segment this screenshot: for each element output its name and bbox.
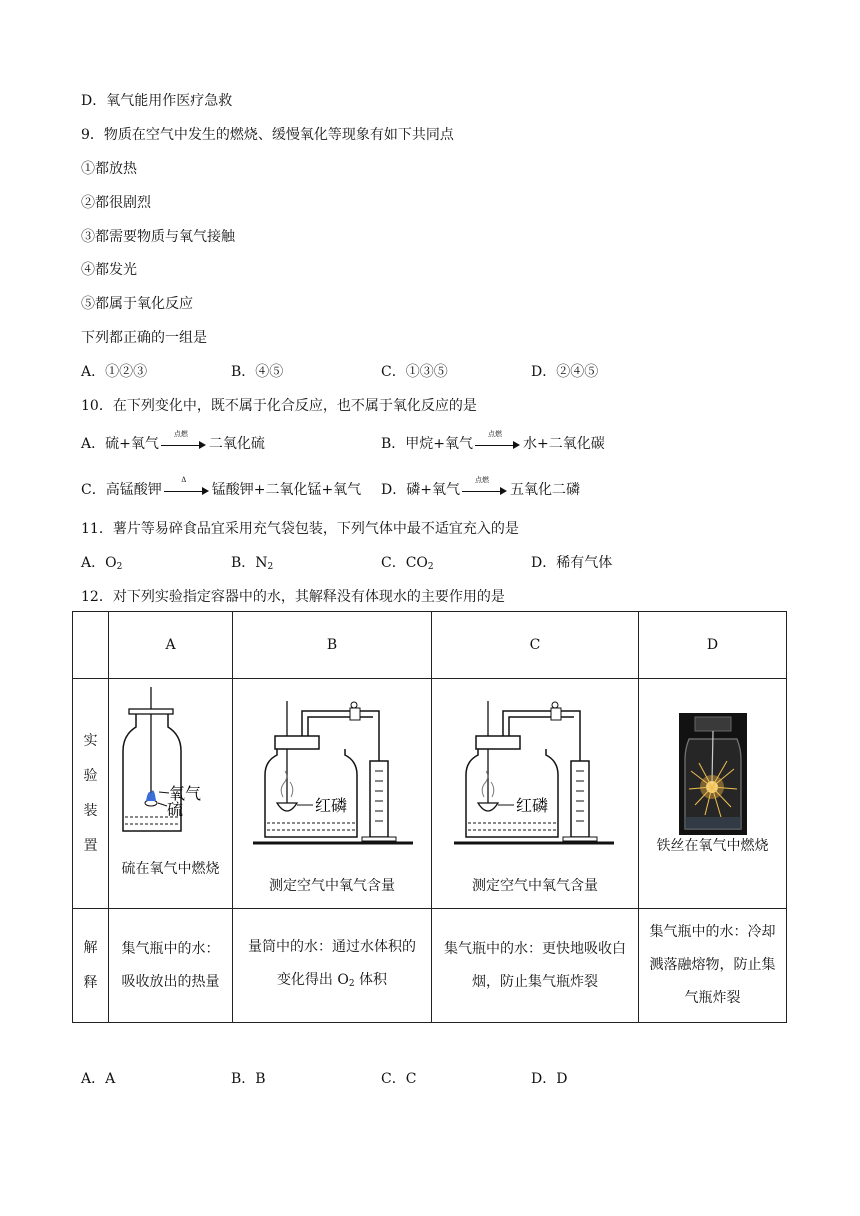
q9-point-1: ①都放热 [81,161,137,177]
cell-c-apparatus [432,679,639,909]
q12-option-d: D．D [531,1071,568,1087]
caption-b: 测定空气中氧气含量 [269,878,395,894]
header-c: C [432,612,639,679]
reaction-arrow: Δ [164,483,210,497]
apparatus-row [73,679,787,909]
explanation-c: 集气瓶中的水：更快地吸收白 烟，防止集气瓶炸裂 [432,909,639,1023]
cell-a-apparatus [109,679,233,909]
explanation-a: 集气瓶中的水： 吸收放出的热量 [109,909,233,1023]
q11-option-d: D．稀有气体 [531,555,613,571]
q9-point-5: ⑤都属于氧化反应 [81,296,193,312]
q9-point-2: ②都很剧烈 [81,195,151,211]
q10-option-c: C．高锰酸钾 Δ 锰酸钾+二氧化锰+氧气 [81,476,362,498]
header-d: D [639,612,787,679]
q8-option-d: D．氧气能用作医疗急救 [81,93,233,109]
q10-stem: 10．在下列变化中，既不属于化合反应，也不属于氧化反应的是 [81,398,477,414]
q9-option-c: C．①③⑤ [381,364,448,380]
table-header-row [73,612,787,679]
phosphorus-apparatus-c [432,679,638,847]
q11-option-c: C．$CO_2$ [381,555,434,572]
explanation-row [73,909,787,1023]
q9-point-4: ④都发光 [81,262,137,278]
q9-option-a: A．①②③ [81,364,148,380]
explanation-b: 量筒中的水：通过水体积的 变化得出 $O_2$ 体积 [233,909,432,1023]
q11-option-a: A．$O_2$ [81,555,123,572]
label-oxygen: 氧气 [169,784,202,803]
sulfur-combustion-diagram [109,679,230,844]
reaction-arrow: 点燃 [475,437,521,451]
q12-option-c: C．C [381,1071,417,1087]
row-label-apparatus: 实 验 装 置 [73,679,109,909]
cell-b-apparatus [233,679,432,909]
caption-d: 铁丝在氧气中燃烧 [656,838,769,854]
row-label-explanation: 解 释 [73,909,109,1023]
phosphorus-apparatus-b [233,679,431,847]
q9-option-b: B．④⑤ [231,364,284,380]
reaction-arrow: 点燃 [462,483,508,497]
q9-ask: 下列都正确的一组是 [81,330,207,346]
corner-cell [73,612,109,679]
caption-a: 硫在氧气中燃烧 [121,861,220,877]
q10-option-a: A．硫+氧气 点燃 二氧化硫 [81,430,265,452]
q11-option-b: B．$N_2$ [231,555,274,572]
label-red-phosphorus-b: 红磷 [315,796,348,815]
caption-c: 测定空气中氧气含量 [472,878,598,894]
q11-stem: 11．薯片等易碎食品宜采用充气袋包装，下列气体中最不适宜充入的是 [81,521,519,537]
q9-option-d: D．②④⑤ [531,364,599,380]
q10-option-d: D．磷+氧气 点燃 五氧化二磷 [381,476,580,498]
reaction-arrow: 点燃 [161,437,207,451]
q12-stem: 12．对下列实验指定容器中的水，其解释没有体现水的主要作用的是 [81,589,505,605]
q12-option-b: B．B [231,1071,266,1087]
experiment-table [72,611,787,1023]
iron-wire-combustion-photo [639,679,786,839]
q9-point-3: ③都需要物质与氧气接触 [81,229,235,245]
label-red-phosphorus-c: 红磷 [516,796,549,815]
explanation-d: 集气瓶中的水：冷却 溅落融熔物，防止集 气瓶炸裂 [639,909,787,1023]
header-b: B [233,612,432,679]
q10-option-b: B．甲烷+氧气 点燃 水+二氧化碳 [381,430,605,452]
header-a: A [109,612,233,679]
q12-option-a: A．A [81,1071,116,1087]
cell-d-apparatus [639,679,787,909]
q9-stem: 9．物质在空气中发生的燃烧、缓慢氧化等现象有如下共同点 [81,127,454,143]
label-sulfur: 硫 [167,800,184,819]
